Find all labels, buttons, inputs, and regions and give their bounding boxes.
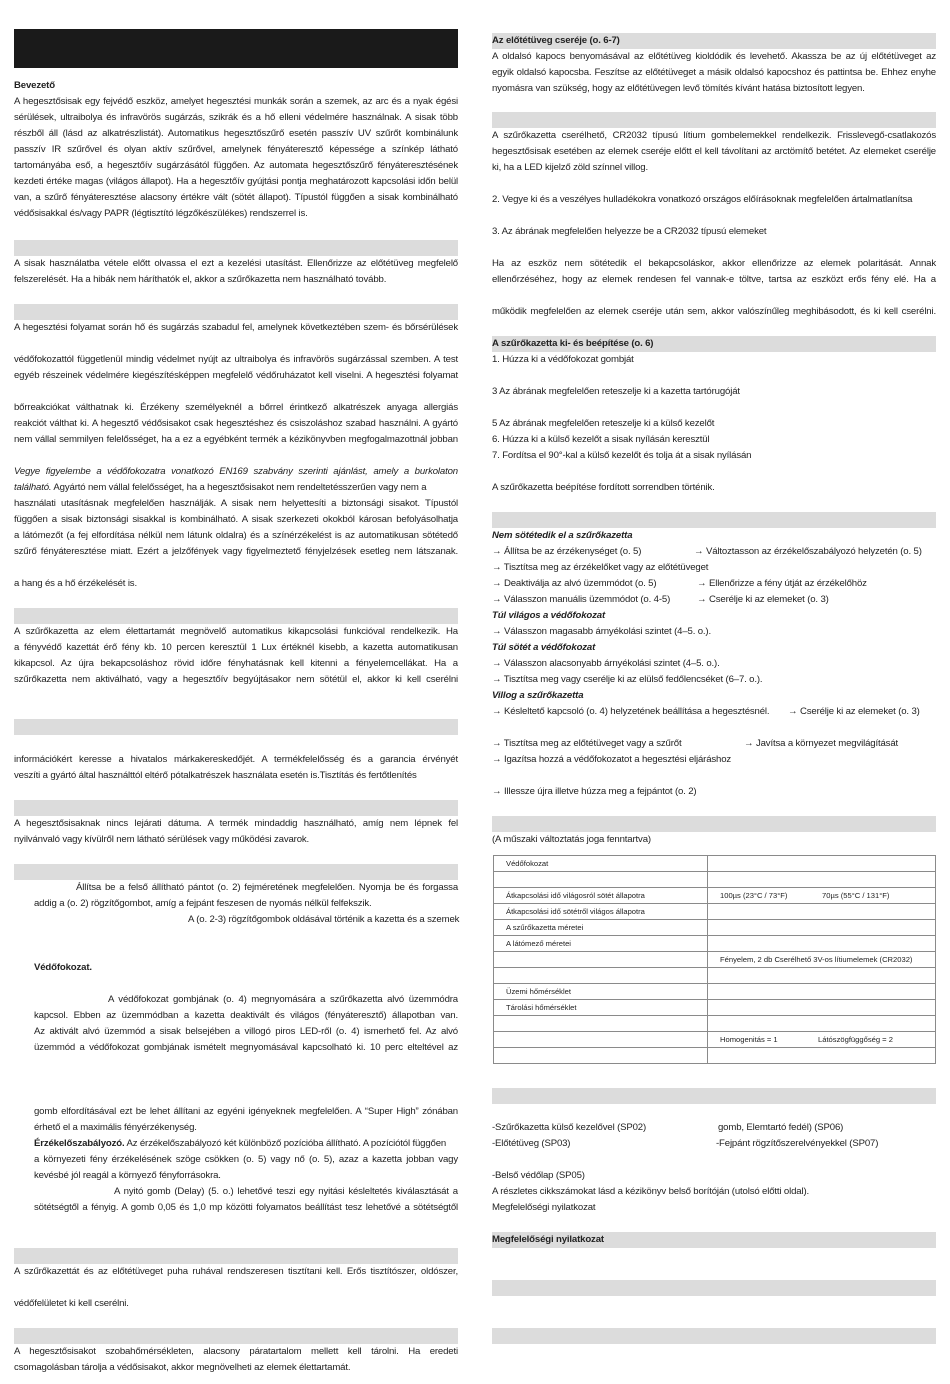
cell-value: Látószögfüggőség = 2: [818, 1035, 893, 1044]
section-bar: [14, 304, 458, 320]
text-line: a hang és a hő érzékelését is.: [14, 578, 137, 589]
ts-item: → Javítsa a környezet megvilágítását: [744, 738, 899, 749]
glass-heading: Az előtétüveg cseréje (o. 6-7): [492, 35, 620, 46]
text-line: A (o. 2-3) rögzítőgombok oldásával történik a kazetta és a szemek: [188, 914, 460, 925]
text-line: információkért keresse a hivatalos márkakereskedőjét. A termékfelelősség és a garancia érvényét: [14, 754, 458, 765]
section-bar: [14, 608, 458, 624]
table-cell: [494, 1016, 708, 1032]
table-cell: [708, 856, 936, 872]
ts-item: → Állítsa be az érzékenységet (o. 5): [492, 546, 642, 557]
part-item: gomb, Elemtartó fedél) (SP06): [718, 1122, 844, 1133]
text-line: A védőfokozat gombjának (o. 4) megnyomására a szűrőkazetta alvó üzemmódra: [108, 994, 458, 1005]
text-line: A nyitó gomb (Delay) (5. o.) lehetővé teszi egy nyitási késleltetés kiválasztását a: [114, 1186, 458, 1197]
table-cell: [494, 1048, 708, 1064]
ts-item: → Válasszon manuális üzemmódot (o. 4-5): [492, 594, 671, 605]
text-line: tartományába eső, a hegesztőív sugárzásától függően. Az automata hegesztőszűrő fényáteresztésének: [14, 160, 458, 171]
table-cell: Védőfokozat: [494, 856, 708, 872]
table-cell: [708, 968, 936, 984]
text-span: Agyártó nem vállal felelősséget, ha a hegesztősisakot nem rendeltetésszerűen vagy nem a: [51, 482, 427, 493]
table-row: [494, 1016, 936, 1032]
ts-item: → Deaktiválja az alvó üzemmódot (o. 5): [492, 578, 657, 589]
text-line: passzív IR szűrővel és olyan aktív szűrővel, amelynek fényáteresztő képessége a színkép látható: [14, 144, 458, 155]
table-row: [494, 904, 936, 920]
text-line: Az aktivált alvó üzemmód a sisak belsejében a villogó piros LED-ről (o. 4) ismerhető fel. Az alvó: [34, 1026, 458, 1037]
section-bar: [492, 112, 936, 128]
text-line: egyéb részeinek védelmére kiegészítésképpen megfelelő védőruházatot kell viselni. A hegesztési folyamat: [14, 370, 458, 381]
table-row: [494, 872, 936, 888]
title-banner: [14, 29, 458, 68]
ts-item: → Ellenőrizze a fény útját az érzékelőhöz: [697, 578, 867, 589]
spec-table: [493, 855, 936, 1064]
table-cell: [494, 872, 708, 888]
remove-heading: A szűrőkazetta ki- és beépítése (o. 6): [492, 338, 654, 349]
table-row: [494, 968, 936, 984]
cell-value: 70µs (55°C / 131°F): [822, 891, 890, 900]
ts-item: → Késleltető kapcsoló (o. 4) helyzetének beállítása a hegesztésnél.: [492, 706, 770, 717]
section-bar: [14, 864, 458, 880]
section-bar: [492, 1328, 936, 1344]
text-line: ellenőrzéséhez, hogy az elemek rendesen fel vannak-e töltve, tartsa az eszközt erős fény elé. Ha a: [492, 274, 936, 285]
text-line: van, a szűrő fényáteresztése alacsony értékre vált (sötét állapot). Típustól függően a sisak kombinálható: [14, 192, 458, 203]
ts-item: → Igazítsa hozzá a védőfokozatot a hegesztési eljáráshoz: [492, 754, 732, 765]
text-line: reakciót válthat ki. A hegesztő védősisakot csak hegesztéshez és csiszoláshoz szabad használni. A gyártó: [14, 418, 458, 429]
text-line: veszíti a gyártó által használttól eltérő pótalkatrészek használata esetén is.Tisztítás és fertőtlenítés: [14, 770, 417, 781]
ts-heading: Túl világos a védőfokozat: [492, 610, 605, 621]
ts-item: → Illessze újra illetve húzza meg a fejpántot (o. 2): [492, 786, 697, 797]
text-line: A részletes cikkszámokat lásd a kézikönyv belső borítóján (utolsó előtti oldal).: [492, 1186, 810, 1197]
text-line: üzemmód a védőfokozat gombjának ismételt megnyomásával kapcsolható ki. 10 perc elteltével az: [34, 1042, 458, 1053]
cell-value: 100µs (23°C / 73°F): [720, 891, 788, 900]
step-item: 1. Húzza ki a védőfokozat gombját: [492, 354, 634, 365]
text-line: egyik oldalsó kapocsba. Feszítse az előtétüveget a másik oldalsó kapocshoz és pattintsa be. Ehhez enyhe: [492, 67, 936, 78]
text-line: Állítsa be a felső állítható pántot (o. 2) fejméretének megfelelően. Nyomja be és forgassa: [76, 882, 458, 893]
ts-item: → Cserélje ki az elemeket (o. 3): [788, 706, 920, 717]
table-cell: [708, 920, 936, 936]
table-row: [494, 1000, 936, 1016]
text-line: kezdeti értéke magas (világos állapot). Ha a hegesztőív gyújtási pontja meghatározott kapcsolási időn belül: [14, 176, 458, 187]
table-cell: [708, 984, 936, 1000]
ts-item: → Tisztítsa meg az érzékelőket vagy az előtétüveget: [492, 562, 709, 573]
text-line: szűrőkazetta nem aktiválható, vagy a hegesztőív begyújtásakor nem sötétül el, akkor ki kell cserélni: [14, 674, 458, 685]
table-cell: [708, 888, 936, 904]
intro-heading: Bevezető: [14, 80, 55, 91]
text-line: nyilvánvaló vagy kívülről nem látható sérülések vagy működési zavarok.: [14, 834, 310, 845]
text-line: A oldalsó kapocs benyomásával az előtétüveg kioldódik és levehető. Akassza be az új előtétüveget az: [492, 51, 936, 62]
text-line: függően a sisak biztonsági sisakkal is kombinálható. A sisak szerkezeti okokból károsan befolyásolhatja: [14, 514, 458, 525]
section-bar: [14, 800, 458, 816]
text-line: 2. Vegye ki és a veszélyes hulladékokra vonatkozó országos előírásoknak megfelelően ártalmatlanítsa: [492, 194, 913, 205]
text-line: a látómezőt (a fej elfordítása nélkül nem látunk oldalra) és a színérzékelést is az automatikusan sötétedő: [14, 530, 458, 541]
italic-text: található.: [14, 482, 52, 493]
text-line: csomagolásban tárolja a védősisakot, akkor megnövelheti az elemek élettartamát.: [14, 1362, 351, 1373]
ts-item: → Változtasson az érzékelőszabályozó helyzetén (o. 5): [694, 546, 922, 557]
ts-item: → Válasszon alacsonyabb árnyékolási szintet (4–5. o.).: [492, 658, 720, 669]
section-bar: [492, 816, 936, 832]
text-line: A hegesztési folyamat során hő és sugárzás szabadul fel, amelynek következtében szem- és bőrsérülések: [14, 322, 458, 333]
table-cell: [708, 1048, 936, 1064]
text-span: Az érzékelőszabályozó két különböző pozícióba állítható. A pozíciótól függően: [124, 1138, 447, 1149]
section-bar: [492, 1088, 936, 1104]
part-item: -Belső védőlap (SP05): [492, 1170, 585, 1181]
text-line: A szűrőkazettát és az előtétüveget puha ruhával rendszeresen tisztítani kell. Erős tisztítószer, oldószer,: [14, 1266, 458, 1277]
table-cell: [708, 1000, 936, 1016]
text-line: A szűrőkazetta cserélhető, CR2032 típusú lítium gombelemekkel rendelkezik. Frisslevegő-csatlakozós: [492, 130, 936, 141]
text-line: védőfokozattól függetlenül mindig védelmet nyújt az ultraibolya és infravörös sugárzással szemben. A test: [14, 354, 458, 365]
table-cell: Üzemi hőmérséklet: [494, 984, 708, 1000]
text-line: kikapcsol. Az újra bekapcsoláshoz rövid időre fényhatásnak kell kitenni a fényelemcellákat. Ha a: [14, 658, 458, 669]
text-line: A szűrőkazetta beépítése fordított sorrendben történik.: [492, 482, 715, 493]
table-row: [494, 936, 936, 952]
text-line: felszerelését. Ha a hibák nem háríthatók el, akkor a szűrőkazetta nem használható tovább.: [14, 274, 387, 285]
ts-item: → Tisztítsa meg vagy cserélje ki az elülső fedőlencséket (6–7. o.).: [492, 674, 763, 685]
table-cell: Átkapcsolási idő sötétről világos állapotra: [494, 904, 708, 920]
text-line: a környezeti fény érzékelésének szöge csökken (o. 5) vagy nő (o. 5), azaz a kazetta jobban vagy: [34, 1154, 458, 1165]
text-line: nem vállal semmilyen felelősséget, ha a ez a egyébként termék a kézikönyvben megfogalmazottnál jobban: [14, 434, 458, 445]
table-cell: Átkapcsolási idő világosról sötét állapotra: [494, 888, 708, 904]
text-line: gomb elfordításával ezt be lehet állítani az egyéni igényeknek megfelelően. A “Super High” zónában: [34, 1106, 458, 1117]
text-line: kevésbé jól reagál a környező fényforrásokra.: [34, 1170, 221, 1181]
table-row: [494, 888, 936, 904]
ts-item: → Cserélje ki az elemeket (o. 3): [697, 594, 829, 605]
text-line: ki, ha a LED kijelző zöld színnel villog.: [492, 162, 648, 173]
table-cell: [494, 952, 708, 968]
section-bar: [14, 719, 458, 735]
table-row: [494, 1032, 936, 1048]
text-line: védőfelületet ki kell cserélni.: [14, 1298, 129, 1309]
text-line: érhető el a maximális fényérzékenység.: [34, 1122, 197, 1133]
text-line: Megfelelőségi nyilatkozat: [492, 1202, 596, 1213]
step-item: 3 Az ábrának megfelelően reteszelje ki a kazetta tartórugóját: [492, 386, 740, 397]
step-item: 6. Húzza ki a külső kezelőt a sisak nyílásán keresztül: [492, 434, 710, 445]
text-line: A hegesztősisaknak nincs lejárati dátuma. A termék mindaddig használható, amíg nem lépnek fel: [14, 818, 458, 829]
shade-heading: Védőfokozat.: [34, 962, 92, 973]
text-line: addig a (o. 2) rögzítőgombot, amíg a fejpánt feszesen de nyomás nélkül felfekszik.: [34, 898, 372, 909]
part-item: -Szűrőkazetta külső kezelővel (SP02): [492, 1122, 647, 1133]
ts-item: → Válasszon magasabb árnyékolási szintet (4–5. o.).: [492, 626, 711, 637]
part-item: -Előtétüveg (SP03): [492, 1138, 571, 1149]
cell-value: Homogenitás = 1: [720, 1035, 778, 1044]
ts-heading: Villog a szűrőkazetta: [492, 690, 584, 701]
table-cell: [708, 1032, 936, 1048]
text-line: bőrreakciókat válthatnak ki. Érzékeny személyeknél a bőrrel érintkező alkatrészek anyaga allergiás: [14, 402, 458, 413]
table-cell: [708, 936, 936, 952]
text-line: használati utasításnak megfelelően használják. A sisak nem helyettesíti a biztonsági sisakot. Típustól: [14, 498, 458, 509]
text-line: Ha az eszköz nem sötétedik el bekapcsoláskor, akkor ellenőrizze az elemek polaritását. Annak: [492, 258, 936, 269]
table-cell: [708, 872, 936, 888]
text-line: kapcsol. Ebben az üzemmódban a kazetta deaktivált és világos (fényáteresztő) állapotban van.: [34, 1010, 458, 1021]
text-line: működik megfelelően az elemek cseréje után sem, akkor valószínűleg meghibásodott, és ki kell cserélni.: [492, 306, 936, 317]
text-line: védősisakkal és/vagy PAPR (légtisztító légzőkészülékes) rendszerrel is.: [14, 208, 308, 219]
section-bar: [492, 512, 936, 528]
table-row: [494, 1048, 936, 1064]
ts-heading: Nem sötétedik el a szűrőkazetta: [492, 530, 633, 541]
table-cell: [494, 1032, 708, 1048]
table-cell: [708, 904, 936, 920]
text-line: szűrő fényáteresztése miatt. Ezért a jelzőfények vagy figyelmeztető fényjelzések esetleg nem látszanak.: [14, 546, 458, 557]
section-bar: [492, 1280, 936, 1296]
ts-item: → Tisztítsa meg az előtétüveget vagy a szűrőt: [492, 738, 682, 749]
table-cell: [708, 1016, 936, 1032]
table-row: [494, 920, 936, 936]
table-row: [494, 856, 936, 872]
text-line: sötétségtől a fényig. A gomb 0,05 és 1,0 mp közötti folyamatos beállítást tesz lehetővé a sötétségtől: [34, 1202, 458, 1213]
tech-note: (A műszaki változtatás joga fenntartva): [492, 834, 651, 845]
table-row: [494, 984, 936, 1000]
table-cell: A látómező méretei: [494, 936, 708, 952]
section-bar: [14, 1248, 458, 1264]
step-item: 5 Az ábrának megfelelően reteszelje ki a külső kezelőt: [492, 418, 715, 429]
sensor-control-label: Érzékelőszabályozó.: [34, 1138, 125, 1149]
text-line: hegesztősisak esetében az elemek cseréje előtt el kell távolítani az arctömítő betétet. Az elemeket cserélje: [492, 146, 936, 157]
table-cell: Tárolási hőmérséklet: [494, 1000, 708, 1016]
conformity-heading: Megfelelőségi nyilatkozat: [492, 1234, 604, 1245]
section-bar: [14, 240, 458, 256]
text-line: sérülések, ultraibolya és infravörös sugárzás, szikrák és a hő elleni védelmére használnak. A sisak több: [14, 112, 458, 123]
table-row: [494, 952, 936, 968]
text-line: Vegye figyelembe a védőfokozatra vonatkozó EN169 szabvány szerinti ajánlást, amely a burkolaton: [14, 466, 458, 477]
text-line: 3. Az ábrának megfelelően helyezze be a CR2032 típusú elemeket: [492, 226, 767, 237]
table-cell: [494, 968, 708, 984]
text-line: [14, 480, 458, 496]
section-bar: [14, 1328, 458, 1344]
text-line: [34, 1136, 458, 1152]
text-line: A hegesztősisak egy fejvédő eszköz, amelyet hegesztési munkák során a szemek, az arc és a nyak égési: [14, 96, 458, 107]
part-item: -Fejpánt rögzítőszerelvényekkel (SP07): [716, 1138, 879, 1149]
text-line: részből áll (lásd az alkatrészlistát). Automatikus hegesztőszűrő esetén passzív UV szűrőt kombinálunk: [14, 128, 458, 139]
text-line: a fényvédő kazettát érő fény kb. 10 percen keresztül 1 Lux értéknél kisebb, a kazetta automatikusan: [14, 642, 458, 653]
text-line: A hegesztősisakot szobahőmérsékleten, alacsony páratartalom mellett kell tárolni. Ha eredeti: [14, 1346, 458, 1357]
step-item: 7. Fordítsa el 90°-kal a külső kezelőt és tolja át a sisak nyílásán: [492, 450, 752, 461]
text-line: A szűrőkazetta az elem élettartamát megnövelő automatikus kikapcsolási funkcióval rendelkezik. Ha: [14, 626, 458, 637]
table-cell: A szűrőkazetta méretei: [494, 920, 708, 936]
text-line: A sisak használatba vétele előtt olvassa el ezt a kezelési utasítást. Ellenőrizze az előtétüveg megfelelő: [14, 258, 458, 269]
text-line: nyomásra van szükség, hogy az előtétüvegen levő tömítés kívánt hatása biztosított legyen.: [492, 83, 865, 94]
ts-heading: Túl sötét a védőfokozat: [492, 642, 596, 653]
table-cell: Fényelem, 2 db Cserélhető 3V-os lítiumelemek (CR2032): [708, 952, 936, 968]
